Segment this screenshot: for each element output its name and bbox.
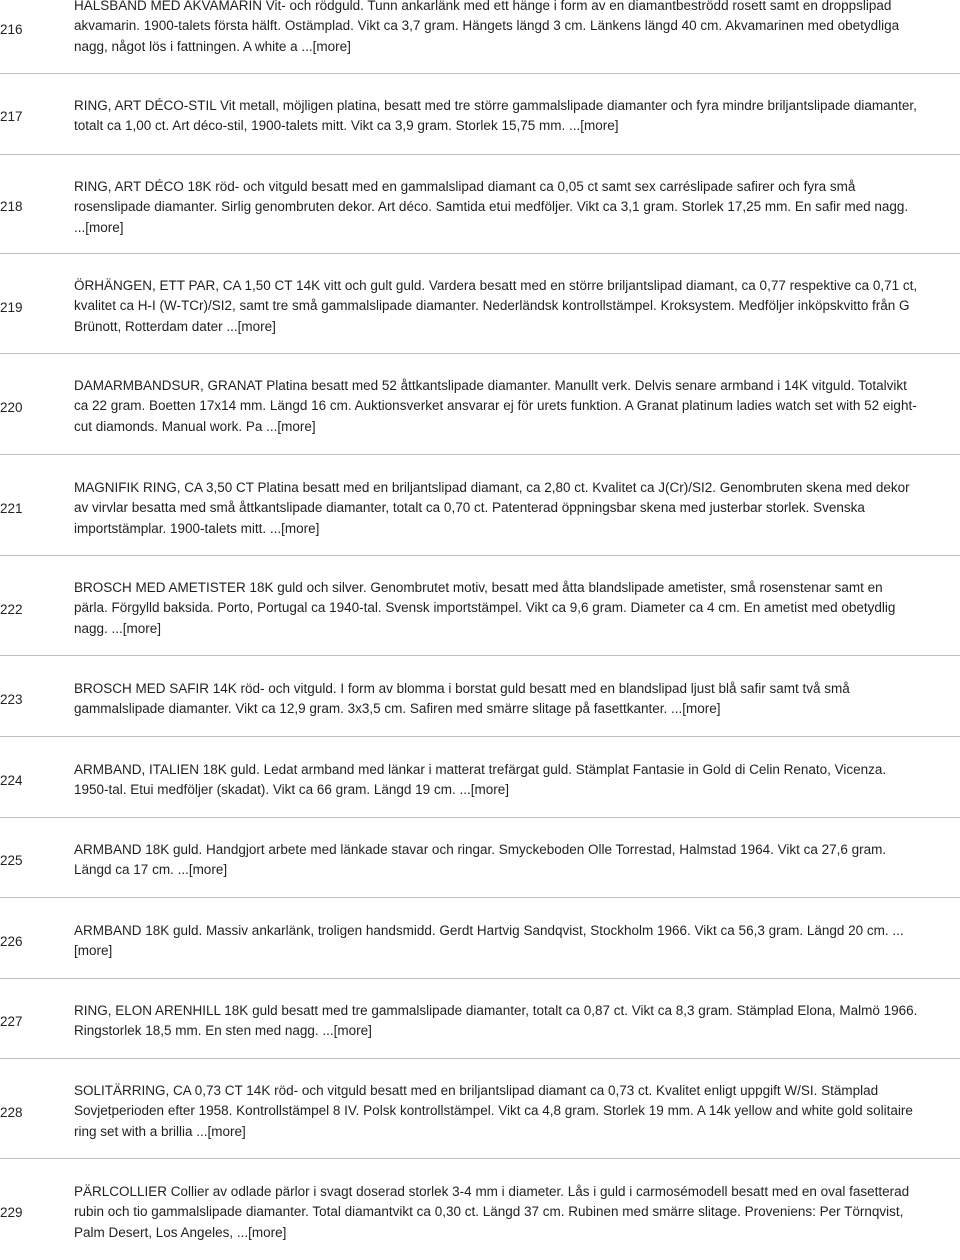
- lot-description[interactable]: HALSBAND MED AKVAMARIN Vit- och rödguld. Tunn ankarlänk med ett hänge i form av en diamantbeströdd rosett samt en droppslipad akvamarin. 1900-talets första hälft. Ostämplad. Vikt ca 3,7 gram. Hängets längd 3 cm. Länkens längd 40 cm. Akvamarinen med obetydliga nagg, något lös i fattningen. A white a ...[more]: [74, 0, 900, 54]
- lot-description[interactable]: BROSCH MED AMETISTER 18K guld och silver. Genombrutet motiv, besatt med åtta blandslipade ametister, små rosenstenar samt en pärla. Förgylld baksida. Porto, Portugal ca 1940-tal. Svensk importstämpel. Vikt ca 9,6 gram. Diameter ca 4 cm. En ametist med obetydlig nagg. ...[more]: [74, 580, 896, 636]
- lot-description[interactable]: RING, ELON ARENHILL 18K guld besatt med tre gammalslipade diamanter, totalt ca 0,87 ct. Vikt ca 8,3 gram. Stämplad Elona, Malmö 1966. Ringstorlek 18,5 mm. En sten med nagg. ...[more]: [74, 1003, 918, 1039]
- lot-number: 229: [0, 1205, 23, 1220]
- divider: [0, 655, 960, 656]
- lot-number: 216: [0, 22, 23, 37]
- divider: [0, 817, 960, 818]
- divider: [0, 154, 960, 155]
- lot-description[interactable]: SOLITÄRRING, CA 0,73 CT 14K röd- och vitguld besatt med en briljantslipad diamant ca 0,73 ct. Kvalitet enligt uppgift W/SI. Stämplad Sovjetperioden efter 1958. Kontrollstämpel 8 IV. Polsk kontrollstämpel. Vikt ca 4,8 gram. Storlek 19 mm. A 14k yellow and white gold solitaire ring set with a brillia ...[more]: [74, 1083, 913, 1139]
- lot-number: 221: [0, 501, 23, 516]
- lot-number: 224: [0, 773, 23, 788]
- lot-number: 222: [0, 602, 23, 617]
- divider: [0, 1158, 960, 1159]
- lot-description[interactable]: RING, ART DÉCO-STIL Vit metall, möjligen platina, besatt med tre större gammalslipade diamanter och fyra mindre briljantslipade diamanter, totalt ca 1,00 ct. Art déco-stil, 1900-talets mitt. Vikt ca 3,9 gram. Storlek 15,75 mm. ...[more]: [74, 98, 917, 134]
- divider: [0, 897, 960, 898]
- divider: [0, 454, 960, 455]
- lot-number: 226: [0, 934, 23, 949]
- lot-description[interactable]: MAGNIFIK RING, CA 3,50 CT Platina besatt med en briljantslipad diamant, ca 2,80 ct. Kvalitet ca J(Cr)/SI2. Genombruten skena med dekor av virvlar besatta med små åttkantslipade diamanter, totalt ca 0,70 ct. Patenterad öppningsbar skena med justerbar storlek. Svenska importstämplar. 1900-talets mitt. ...[more]: [74, 480, 910, 536]
- divider: [0, 253, 960, 254]
- divider: [0, 736, 960, 737]
- lot-description[interactable]: ARMBAND, ITALIEN 18K guld. Ledat armband med länkar i matterat trefärgat guld. Stämplat Fantasie in Gold di Celin Renato, Vicenza. 1950-tal. Etui medföljer (skadat). Vikt ca 66 gram. Längd 19 cm. ...[more]: [74, 762, 887, 798]
- divider: [0, 353, 960, 354]
- lot-number: 227: [0, 1014, 23, 1029]
- lot-number: 218: [0, 199, 23, 214]
- divider: [0, 1058, 960, 1059]
- lot-number: 217: [0, 109, 23, 124]
- lot-number: 219: [0, 300, 23, 315]
- lot-description[interactable]: DAMARMBANDSUR, GRANAT Platina besatt med 52 åttkantslipade diamanter. Manullt verk. Delvis senare armband i 14K vitguld. Totalvikt ca 22 gram. Boetten 17x14 mm. Längd 16 cm. Auktionsverket ansvarar ej för urets funktion. A Granat platinum ladies watch set with 52 eight-cut diamonds. Manual work. Pa ...[more]: [74, 378, 917, 434]
- lot-description[interactable]: BROSCH MED SAFIR 14K röd- och vitguld. I form av blomma i borstat guld besatt med en blandslipad ljust blå safir samt två små gammalslipade diamanter. Vikt ca 12,9 gram. 3x3,5 cm. Safiren med smärre slitage på fasettkanter. ...[more]: [74, 681, 850, 717]
- lot-number: 225: [0, 853, 23, 868]
- lot-number: 223: [0, 692, 23, 707]
- lot-description[interactable]: ARMBAND 18K guld. Massiv ankarlänk, troligen handsmidd. Gerdt Hartvig Sandqvist, Stockholm 1966. Vikt ca 56,3 gram. Längd 20 cm. ...[more]: [74, 923, 904, 959]
- divider: [0, 73, 960, 74]
- lot-number: 228: [0, 1105, 23, 1120]
- divider: [0, 978, 960, 979]
- divider: [0, 555, 960, 556]
- lot-description[interactable]: ARMBAND 18K guld. Handgjort arbete med länkade stavar och ringar. Smyckeboden Olle Torrestad, Halmstad 1964. Vikt ca 27,6 gram. Längd ca 17 cm. ...[more]: [74, 842, 887, 878]
- lot-description[interactable]: RING, ART DÉCO 18K röd- och vitguld besatt med en gammalslipad diamant ca 0,05 ct samt sex carréslipade safirer och fyra små rosenslipade diamanter. Sirlig genombruten dekor. Art déco. Samtida etui medföljer. Vikt ca 3,1 gram. Storlek 17,25 mm. En safir med nagg. ...[more]: [74, 179, 909, 235]
- lot-description[interactable]: PÄRLCOLLIER Collier av odlade pärlor i svagt doserad storlek 3-4 mm i diameter. Lås i guld i carmosémodell besatt med en oval fasetterad rubin och tio gammalslipade diamanter. Total diamantvikt ca 0,30 ct. Längd 37 cm. Rubinen med smärre slitage. Proveniens: Per Törnqvist, Palm Desert, Los Angeles, ...[more]: [74, 1184, 910, 1240]
- lot-description[interactable]: ÖRHÄNGEN, ETT PAR, CA 1,50 CT 14K vitt och gult guld. Vardera besatt med en större briljantslipad diamant, ca 0,77 respektive ca 0,71 ct, kvalitet ca H-I (W-TCr)/SI2, samt tre små gammalslipade diamanter. Nederländsk kontrollstämpel. Kroksystem. Medföljer inköpskvitto från G Brünott, Rotterdam dater ...[more]: [74, 278, 918, 334]
- lot-number: 220: [0, 400, 23, 415]
